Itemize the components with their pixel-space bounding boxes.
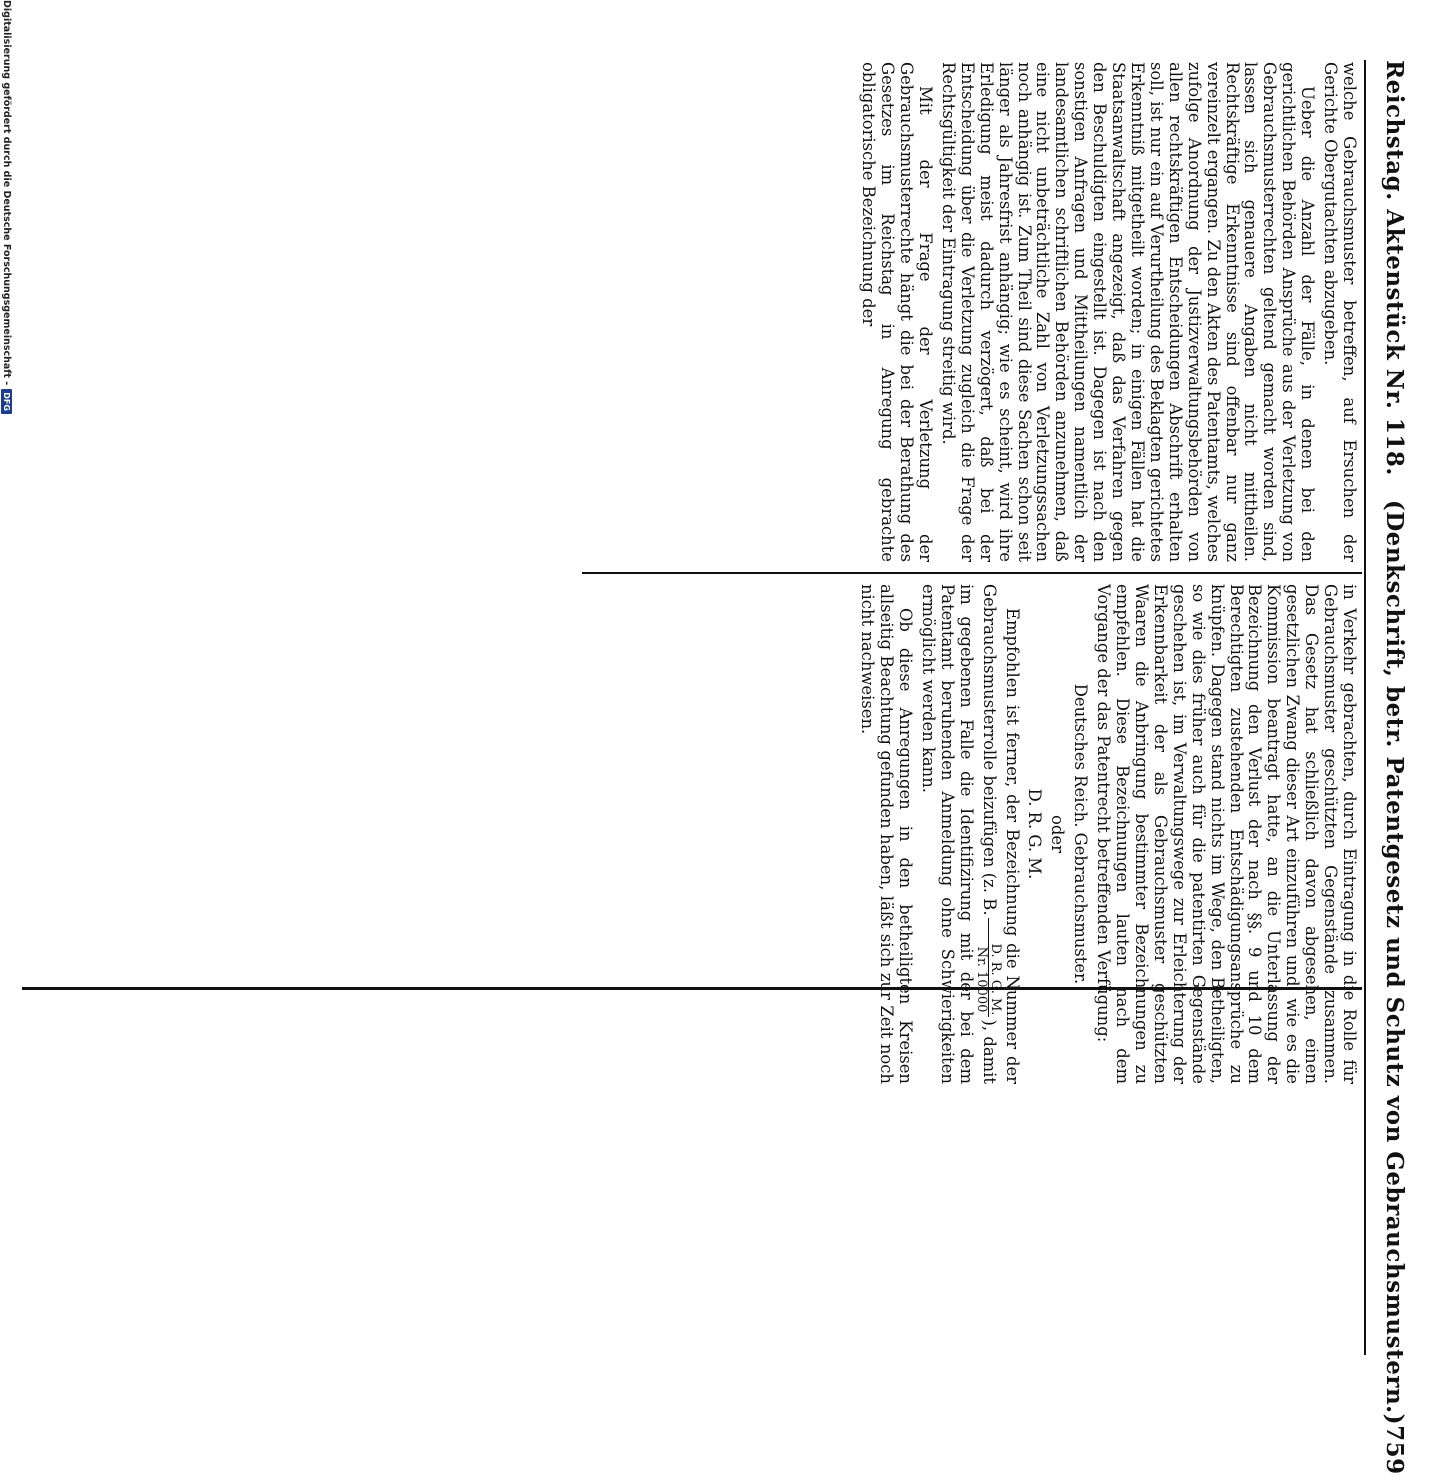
page-header (1370, 60, 1420, 1475)
left-paragraph-1: welche Gebrauchsmuster betreffen, auf Ersuchen der Gerichte Obergutachten abzugeben. (1321, 62, 1359, 562)
left-column (854, 62, 1358, 562)
fraction-numerator: D. R. G. M. (988, 918, 1002, 1018)
fraction-denominator: Nr. 10000 (973, 946, 989, 1013)
header-title: Reichstag. Aktenstück Nr. 118. (1381, 60, 1409, 476)
column-divider (582, 572, 1362, 574)
right-column (853, 584, 1358, 1084)
column-divider-lower (602, 572, 687, 573)
dfg-logo: DFG (2, 389, 13, 414)
header-rule (1364, 60, 1366, 1355)
page-number: 759 (1381, 1425, 1409, 1475)
left-paragraph-2: Ueber die Anzahl der Fälle, in denen bei den gerichtlichen Behörden Ansprüche aus der Verletzung von Gebrauchsmusterrechten geltend gemacht worden sind, lassen sich genauere Angaben nicht mittheilen. Rechtskräftige Erkenntnisse sind offenbar nur ganz vereinzelt ergangen. Zu den Akten des Patentamts, welches zufolge Anordnung der Justizverwaltungsbehörden von allen rechtskräftigen Entscheidungen Abschrift erhalten soll, ist nur ein auf Verurtheilung des Beklagten gerichtetes Erkenntniß mitgetheilt worden; in einigen Fällen hat die Staatsanwaltschaft angezeigt, daß das Verfahren gegen den Beschuldigten eingestellt ist. Dagegen ist nach den sonstigen Anfragen und Mittheilungen namentlich der landesamtlichen schriftlichen Behörden anzunehmen, daß eine nicht unbeträchtliche Zahl von Verletzungssachen noch anhängig ist. Zum Theil sind diese Sachen schon seit länger als Jahresfrist anhängig; wie es scheint, wird ihre Erledigung meist dadurch verzögert, daß bei der Entscheidung über die Verletzung zugleich die Frage der Rechtsgültigkeit der Eintragung streitig wird. (938, 62, 1318, 562)
right-paragraph-1: in Verkehr gebrachten, durch Eintragung in die Rolle für Gebrauchsmuster geschützten Gegenstände zusammen. Das Gesetz hat schließlich davon abgesehen, einen gesetzlichen Zwang dieser Art einzuführen und, wie es die Kommission beantragt hatte, an die Unterlassung der Bezeichnung den Verlust der nach §§. 9 und 10 dem Berechtigten zustehenden Entschädigungsansprüche zu knüpfen. Dagegen stand nichts im Wege, den Betheiligten, so wie dies früher auch für die patentirten Gegenstände geschehen ist, im Verwaltungswege zur Erleichterung der Erkennbarkeit der als Gebrauchsmuster geschützten Waaren die Anbringung bestimmter Bezeichnungen zu empfehlen. Diese Bezeichnungen lauten nach dem Vorgange der das Patentrecht betreffenden Verfügung: (1094, 584, 1359, 1084)
mark-or: oder (1048, 815, 1068, 853)
right-paragraph-2 (918, 584, 1021, 1084)
header-subtitle: (Denkschrift, betr. Patentgesetz und Schutz von Gebrauchsmustern.) (1381, 499, 1409, 1426)
p2-after: ), damit im gegebenen Falle die Identifizirung mit der bei dem Patentamt beruhenden Anmeldung ohne Schwierigkeiten ermöglicht werden kann. (918, 584, 999, 1084)
funding-note: Digitalisierung gefördert durch die Deutsche Forschungsgemeinschaft - (1, 0, 13, 386)
right-paragraph-3: Ob diese Anregungen in den betheiligten Kreisen allseitig Beachtung gefunden haben, läßt sich zur Zeit noch nicht nachweisen. (858, 584, 915, 1084)
left-paragraph-3: Mit der Frage der Verletzung der Gebrauchsmusterrechte hängt die bei der Berathung des Gesetzes im Reichstag in Anregung gebrachte obligatorische Bezeichnung der (859, 62, 936, 562)
p2-before: Empfohlen ist ferner, der Bezeichnung die Nummer der Gebrauchsmusterrolle beizufügen (z. B. (979, 584, 1022, 1084)
funding-footer (0, 0, 14, 1000)
registration-fraction (975, 918, 1002, 1018)
mark-abbrev: D. R. G. M. (1025, 788, 1045, 880)
mark-full: Deutsches Reich. Gebrauchsmuster. (1071, 683, 1091, 985)
